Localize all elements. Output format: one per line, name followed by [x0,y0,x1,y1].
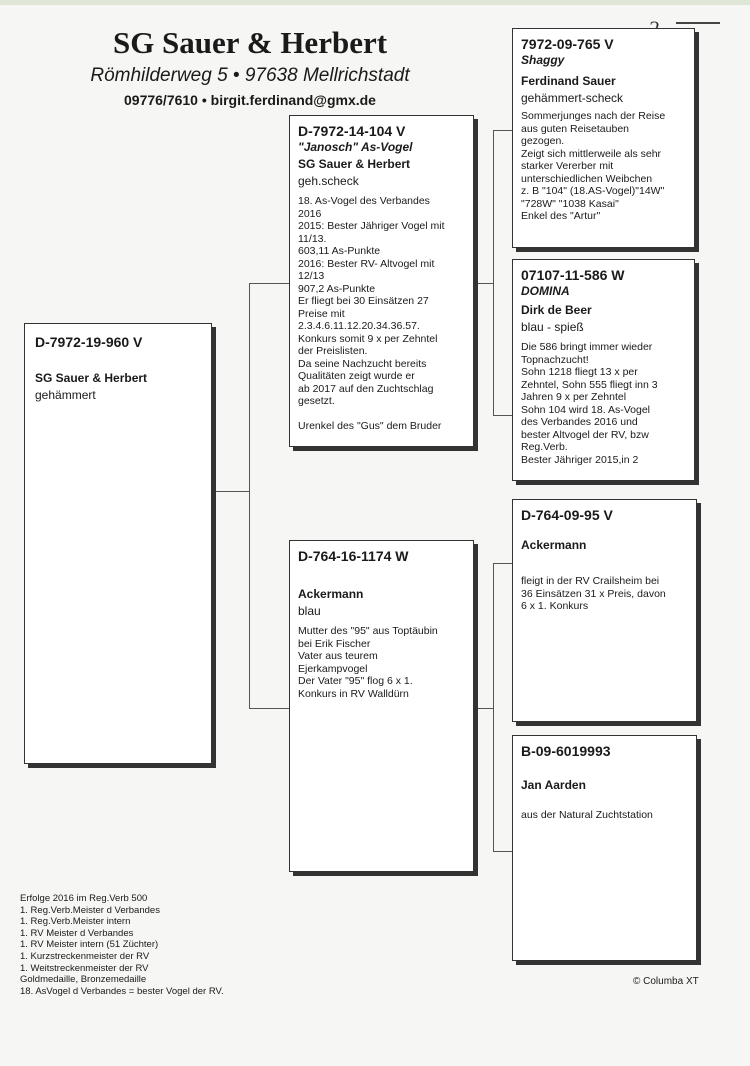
connector-parents-vertical [249,283,250,708]
subject-card [24,323,212,764]
dam-breeder: Ackermann [298,587,364,601]
connector-sire [249,283,289,284]
connector-dam-vertical [493,563,494,851]
subject-breeder: SG Sauer & Herbert [35,371,148,385]
copyright-notice: © Columba XT [633,976,699,987]
achievement-item: 1. Reg.Verb.Meister d Verbandes [20,904,160,916]
subject-color: gehämmert [35,388,96,402]
sire-name: "Janosch" As-Vogel [298,140,413,154]
connector-dam-dam [493,851,512,852]
breeder-header [70,26,430,109]
sire-dam-color: blau - spieß [521,320,584,334]
sire-sire-card [512,28,695,248]
sire-sire-ring-number: 7972-09-765 V [521,36,614,52]
top-edge [0,0,750,5]
sire-description: 18. As-Vogel des Verbandes 2016 2015: Bester Jähriger Vogel mit 11/13. 603,11 As-Punkte 2016: Bester RV- Altvogel mit 12/13 907,2 As-Punkte Er fliegt bei 30 Einsätzen 27 Preise mit 2.3.4.6.11.12.20.34.36.57. Konkurs somit 9 x per Zehntel der Preislisten. Da seine Nachzucht bereits Qualitäten zeigt wurde er ab 2017 auf den Zuchtschlag gesetzt. Urenkel des "Gus" dem Bruder [298,195,445,432]
dam-sire-ring-number: D-764-09-95 V [521,507,613,523]
connector-dam-out [474,708,494,709]
page-mark-dash [676,22,720,24]
dam-dam-card [512,735,697,961]
connector-dam-sire [493,563,512,564]
achievement-item: 18. AsVogel d Verbandes = bester Vogel der RV. [20,985,224,997]
dam-ring-number: D-764-16-1174 W [298,548,409,564]
sire-sire-breeder: Ferdinand Sauer [521,74,616,88]
achievement-item: 1. RV Meister intern (51 Züchter) [20,939,159,951]
connector-sire-sire [493,130,512,131]
connector-subject [212,491,250,492]
sire-dam-name: DOMINA [521,284,570,298]
sire-sire-description: Sommerjunges nach der Reise aus guten Reisetauben gezogen. Zeigt sich mittlerweile als sehr starker Vererber mit unterschiedlichen Weibchen z. B "104" (18.AS-Vogel)"14W" "728W" "1038 Kasai" Enkel des "Artur" [521,110,666,222]
breeder-contact: 09776/7610 • birgit.ferdinand@gmx.de [124,92,376,108]
sire-dam-breeder: Dirk de Beer [521,303,592,317]
achievements-heading: Erfolge 2016 im Reg.Verb 500 [20,893,148,904]
dam-dam-ring-number: B-09-6019993 [521,743,611,759]
sire-sire-name: Shaggy [521,53,565,67]
connector-sire-vertical [493,130,494,415]
breeder-name: SG Sauer & Herbert [112,25,388,60]
dam-color: blau [298,604,321,618]
achievement-item: Goldmedaille, Bronzemedaille [20,974,147,986]
connector-dam [249,708,289,709]
sire-breeder: SG Sauer & Herbert [298,157,411,171]
dam-sire-card [512,499,697,722]
dam-dam-description: aus der Natural Zuchtstation [521,809,653,821]
connector-sire-out [474,283,494,284]
dam-sire-breeder: Ackermann [521,538,587,552]
sire-sire-color: gehämmert-scheck [521,91,624,105]
sire-color: geh.scheck [298,174,359,188]
sire-dam-description: Die 586 bringt immer wieder Topnachzucht! Sohn 1218 fliegt 13 x per Zehntel, Sohn 555 fliegt inn 3 Jahren 9 x per Zehntel Sohn 104 wird 18. As-Vogel des Verbandes 2016 und bester Altvogel der RV, bzw Reg.Verb. Bester Jähriger 2015,in 2 [521,341,658,466]
achievement-item: 1. Reg.Verb.Meister intern [20,916,131,928]
dam-card [289,540,474,872]
sire-ring-number: D-7972-14-104 V [298,123,406,139]
dam-description: Mutter des "95" aus Toptäubin bei Erik Fischer Vater aus teurem Ejerkampvogel Der Vater "95" flog 6 x 1. Konkurs in RV Walldürn [298,625,438,700]
achievement-item: 1. RV Meister d Verbandes [20,927,134,939]
sire-dam-card [512,259,695,481]
achievement-item: 1. Weitstreckenmeister der RV [20,962,149,974]
achievement-item: 1. Kurzstreckenmeister der RV [20,950,150,962]
connector-sire-dam [493,415,512,416]
achievements-list [20,893,224,997]
dam-sire-description: fleigt in der RV Crailsheim bei 36 Einsätzen 31 x Preis, davon 6 x 1. Konkurs [521,575,666,612]
sire-dam-ring-number: 07107-11-586 W [521,267,625,283]
sire-card [289,115,474,447]
subject-ring-number: D-7972-19-960 V [35,334,143,350]
breeder-address: Römhilderweg 5 • 97638 Mellrichstadt [90,65,410,86]
dam-dam-breeder: Jan Aarden [521,778,586,792]
